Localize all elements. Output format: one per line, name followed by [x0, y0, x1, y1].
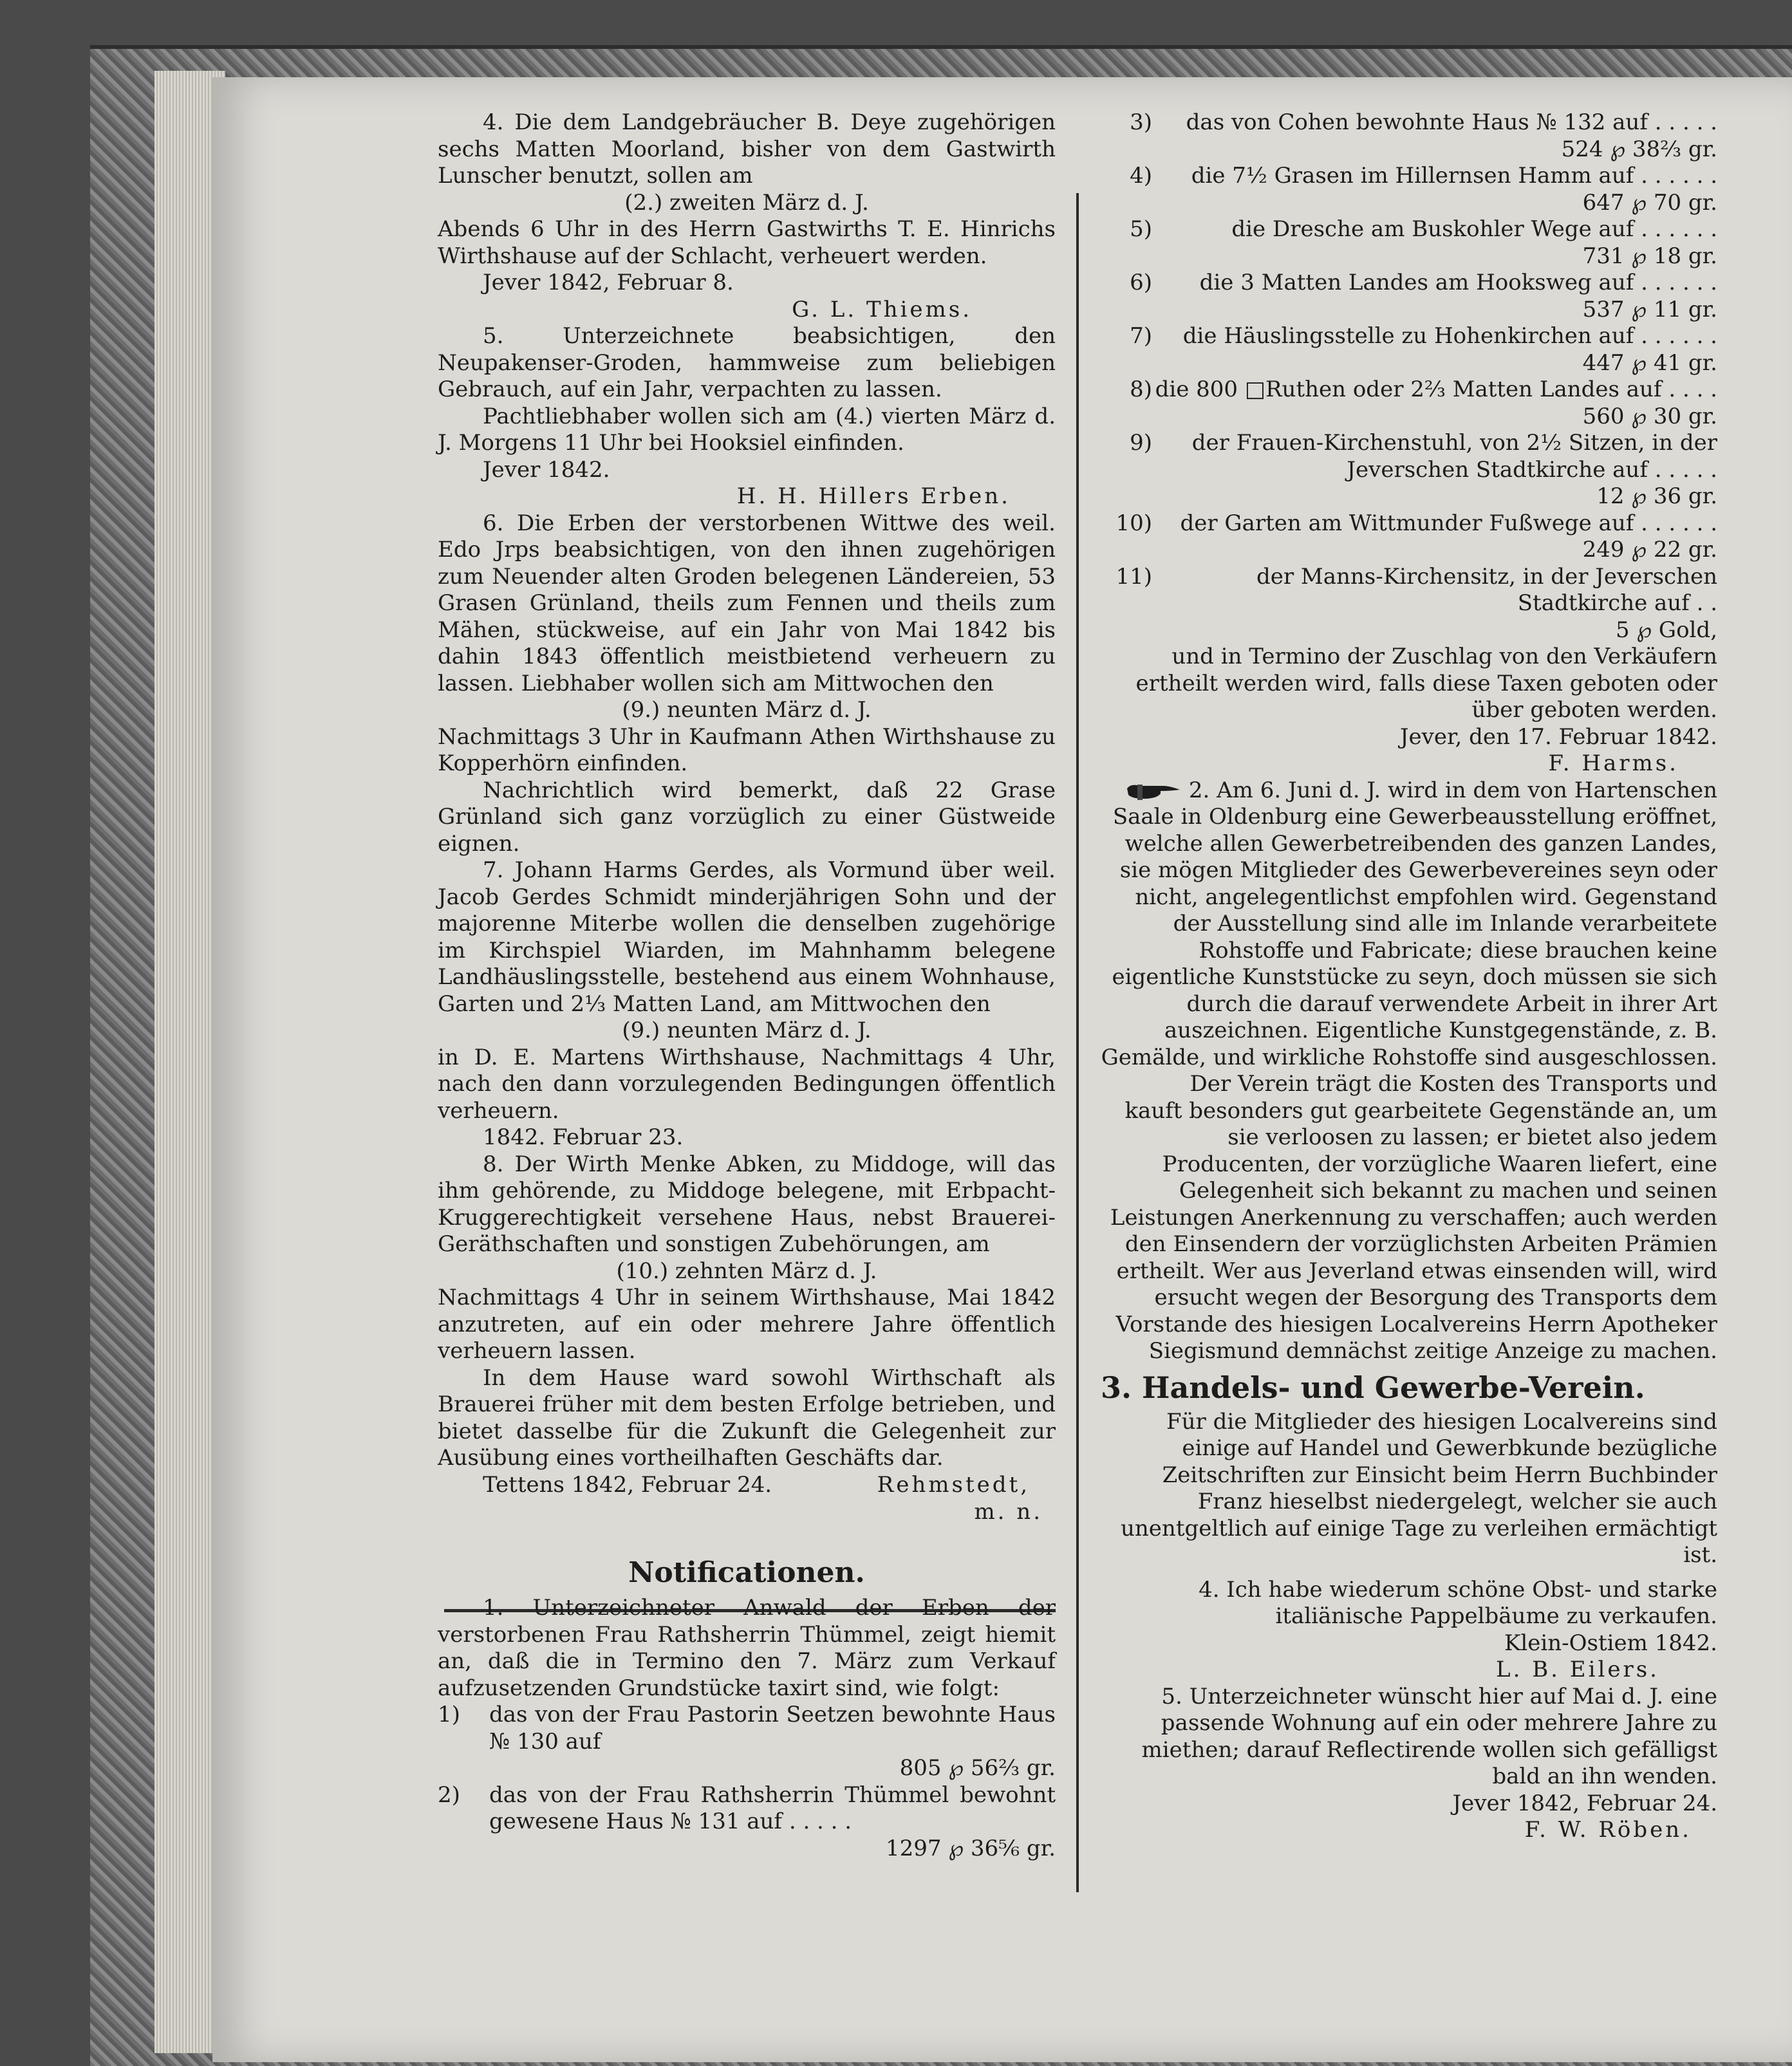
taxation-item-text: die 3 Matten Landes am Hooksweg auf . . . . . . [1199, 270, 1717, 295]
taxation-item-price: 524 ℘ 38⅔ gr. [1561, 136, 1717, 162]
taxation-item-price: 447 ℘ 41 gr. [1582, 349, 1717, 376]
notice-signature-suffix: m. n. [974, 1498, 1043, 1525]
notice-text: in D. E. Martens Wirthshause, Nachmittags 4 Uhr, nach den dann vorzulegenden Bedingungen öffentlich verheuern. [438, 1044, 1056, 1124]
taxation-item-text: der Frauen-Kirchenstuhl, von 2½ Sitzen, in der Jeverschen Stadtkirche auf . . . . . [1191, 430, 1717, 483]
taxation-item [438, 1702, 1056, 1782]
notice-7 [438, 857, 1056, 1151]
taxation-item-text: der Garten am Wittmunder Fußwege auf . . . . . . [1180, 510, 1717, 536]
taxation-item-number: 1) [438, 1702, 460, 1727]
taxation-item-number: 3) [1130, 109, 1152, 135]
taxation-item [1101, 430, 1717, 510]
section-3-text: Für die Mitglieder des hiesigen Localvereins sind einige auf Handel und Gewerbkunde bezügliche Zeitschriften zur Einsicht beim Herrn Buchbinder Franz hieselbst niedergelegt, welcher sie auch unentgeltlich auf einige Tage zu verleihen ermächtigt ist. [1121, 1408, 1717, 1568]
notice-date-line: (9.) neunten März d. J. [622, 1018, 872, 1043]
taxation-item [1101, 564, 1717, 644]
taxation-item-price: 537 ℘ 11 gr. [1582, 296, 1717, 322]
notice-text: 5. Unterzeichnete beabsichtigen, den Neupakenser-Groden, hammweise zum beliebigen Gebrauch, auf ein Jahr, verpachten zu lassen. [438, 323, 1056, 402]
notice-signature: Rehmstedt, [877, 1472, 1030, 1498]
notice-date-line: (2.) zweiten März d. J. [624, 189, 869, 216]
notice-text: 7. Johann Harms Gerdes, als Vormund über weil. Jacob Gerdes Schmidt minderjährigen Sohn und der majorenne Miterbe wollen die denselben zugehörige im Kirchspiel Wiarden, im Mahnhamm belegene Landhäuslingsstelle, bestehend aus einem Wohnhause, Garten und 2⅓ Matten Land, am Mittwochen den [438, 857, 1056, 1017]
taxation-item-price: 5 ℘ Gold, [1615, 617, 1717, 643]
notice-5-date: Jever 1842, Februar 24. [1452, 1790, 1717, 1816]
taxation-item-number: 4) [1130, 163, 1152, 189]
notice-text: Nachrichtlich wird bemerkt, daß 22 Grase Grünland sich ganz vorzüglich zu einer Güstweide eignen. [438, 777, 1056, 857]
section-heading-notificationen: Notificationen. [628, 1556, 865, 1589]
right-column [1101, 109, 1717, 1844]
taxation-item-price: 12 ℘ 36 gr. [1596, 483, 1717, 509]
taxation-item [1101, 163, 1717, 216]
taxation-signature: F. Harms. [1548, 750, 1679, 776]
pointing-hand-icon [1125, 781, 1182, 803]
taxation-item-number: 10) [1115, 510, 1152, 536]
taxation-list [1101, 109, 1717, 644]
taxation-item [1101, 109, 1717, 163]
column-divider [1076, 193, 1079, 1892]
taxation-item-text: das von der Frau Rathsherrin Thümmel bewohnt gewesene Haus № 131 auf . . . . . [489, 1782, 1056, 1834]
notice-5-right: 5. Unterzeichneter wünscht hier auf Mai d. J. eine passende Wohnung auf ein oder mehrere Jahre zu miethen; darauf Reflectirende wollen sich gefälligst bald an ihn wenden. [1141, 1683, 1717, 1789]
taxation-item [1101, 377, 1717, 430]
taxation-item-price: 249 ℘ 22 gr. [1582, 537, 1717, 563]
taxation-item-number: 9) [1130, 430, 1152, 456]
taxation-item-number: 8) [1130, 377, 1152, 402]
notice-6 [438, 510, 1056, 858]
section-heading-handels-verein: 3. Handels- und Gewerbe-Verein. [1101, 1370, 1645, 1405]
taxation-item [438, 1782, 1056, 1863]
taxation-item-text: das von der Frau Pastorin Seetzen bewohnte Haus № 130 auf [489, 1702, 1056, 1754]
notice-signature: H. H. Hillers Erben. [736, 483, 1011, 509]
notice-5-signature: F. W. Röben. [1524, 1817, 1692, 1843]
notice-4 [438, 109, 1056, 323]
taxation-item-number: 7) [1130, 323, 1152, 349]
notice-8 [438, 1151, 1056, 1526]
taxation-tail-text: und in Termino der Zuschlag von den Verkäufern ertheilt werden wird, falls diese Taxen geboten oder über geboten werden. [1135, 644, 1717, 723]
taxation-date: Jever, den 17. Februar 1842. [1399, 723, 1717, 750]
notice-2 [1101, 777, 1717, 1072]
notice-text: Pachtliebhaber wollen sich am (4.) vierten März d. J. Morgens 11 Uhr bei Hooksiel einfinden. [438, 403, 1056, 456]
notice-2-text: 2. Am 6. Juni d. J. wird in dem von Hartenschen Saale in Oldenburg eine Gewerbeausstellung eröffnet, welche allen Gewerbetreibenden des ganzen Landes, sie mögen Mitglieder des Gewerbevereines seyn oder nicht, angelegentlichst empfohlen wird. Gegenstand der Ausstellung sind alle im Inlande verarbeitete Rohstoffe und Fabricate; diese brauchen keine eigentliche Kunststücke zu seyn, doch müssen sie sich durch die darauf verwendete Arbeit in ihrer Art auszeichnen. Eigentliche Kunstgegenstände, z. B. Gemälde, und wirkliche Rohstoffe sind ausgeschlossen. [1101, 777, 1717, 1070]
taxation-item-text: das von Cohen bewohnte Haus № 132 auf . . . . . [1186, 109, 1717, 135]
taxation-item-number: 2) [438, 1782, 460, 1808]
notice-2-continuation: Der Verein trägt die Kosten des Transports und kauft besonders gut gearbeitete Gegenstände an, um sie verloosen zu lassen; er bietet also jedem Producenten, der vorzügliche Waaren liefert, eine Gelegenheit sich bekannt zu machen und seinen Leistungen Anerkennung zu verschaffen; auch werden den Einsendern der vorzüglichsten Arbeiten Prämien ertheilt. Wer aus Jeverland etwas einsenden will, wird ersucht wegen der Besorgung des Transports dem Vorstande des hiesigen Localvereins Herrn Apotheker Siegismund demnächst zeitige Anzeige zu machen. [1110, 1071, 1717, 1364]
notice-text: Abends 6 Uhr in des Herrn Gastwirths T. E. Hinrichs Wirthshause auf der Schlacht, verheuert werden. [438, 216, 1056, 269]
taxation-item [1101, 270, 1717, 323]
notice-place-date: Jever 1842, Februar 8. [483, 270, 734, 295]
notice-place-date: Tettens 1842, Februar 24. [483, 1471, 772, 1498]
taxation-item-text: die Dresche am Buskohler Wege auf . . . . . . [1231, 216, 1717, 242]
notice-date-line: (9.) neunten März d. J. [622, 697, 872, 723]
taxation-item-number: 11) [1115, 563, 1152, 590]
notice-place-date: Jever 1842. [483, 456, 610, 483]
taxation-item-text: die 7½ Grasen im Hillernsen Hamm auf . . . . . . [1191, 163, 1717, 189]
taxation-item [1101, 216, 1717, 270]
taxation-item-price: 560 ℘ 30 gr. [1582, 403, 1717, 429]
notice-4-right: 4. Ich habe wiederum schöne Obst- und starke italiänische Pappelbäume zu verkaufen. [1199, 1576, 1717, 1629]
notice-date-line: (10.) zehnten März d. J. [616, 1258, 877, 1284]
notice-text: 4. Die dem Landgebräucher B. Deye zugehörigen sechs Matten Moorland, bisher von dem Gastwirth Lunscher benutzt, sollen am [438, 109, 1056, 189]
taxation-item-text: der Manns-Kirchensitz, in der Jeverschen Stadtkirche auf . . [1256, 563, 1717, 616]
notification-1-intro: 1. Unterzeichneter Anwald der Erben der verstorbenen Frau Rathsherrin Thümmel, zeigt hiemit an, daß die in Termino den 7. März zum Verkauf aufzusetzenden Grundstücke taxirt sind, wie folgt: [438, 1595, 1056, 1701]
taxation-item-price: 1297 ℘ 36⅚ gr. [886, 1835, 1056, 1861]
taxation-item-number: 5) [1130, 216, 1152, 242]
notice-place-date: 1842. Februar 23. [483, 1124, 684, 1150]
taxation-item-text: die 800 □Ruthen oder 2⅔ Matten Landes auf . . . . [1155, 377, 1717, 402]
taxation-item [1101, 323, 1717, 377]
taxation-item-price: 647 ℘ 70 gr. [1582, 189, 1717, 216]
notice-text: 8. Der Wirth Menke Abken, zu Middoge, will das ihm gehörende, zu Middoge belegene, mit Erbpacht-Kruggerechtigkeit versehene Haus, nebst Brauerei-Geräthschaften und sonstigen Zubehörungen, am [438, 1151, 1056, 1257]
taxation-item-number: 6) [1130, 270, 1152, 295]
notice-text: Nachmittags 4 Uhr in seinem Wirthshause, Mai 1842 anzutreten, auf ein oder mehrere Jahre öffentlich verheuern lassen. [438, 1285, 1056, 1364]
notice-text: Nachmittags 3 Uhr in Kaufmann Athen Wirthshause zu Kopperhörn einfinden. [438, 723, 1056, 776]
spacer [438, 1525, 1056, 1543]
notice-5 [438, 323, 1056, 510]
notice-text: In dem Hause ward sowohl Wirthschaft als Brauerei früher mit dem besten Erfolge betrieben, und bietet dasselbe für die Zukunft die Gelegenheit zur Ausübung eines vortheilhaften Geschäfts dar. [438, 1364, 1056, 1471]
taxation-item-text: die Häuslingsstelle zu Hohenkirchen auf . . . . . . [1182, 323, 1717, 349]
taxation-item-price: 731 ℘ 18 gr. [1582, 243, 1717, 269]
taxation-item [1101, 510, 1717, 564]
notice-signature: G. L. Thiems. [792, 296, 972, 322]
notice-text: 6. Die Erben der verstorbenen Wittwe des weil. Edo Jrps beabsichtigen, von den ihnen zugehörigen zum Neuender alten Groden belegenen Ländereien, 53 Grasen Grünland, theils zum Fennen und theils zum Mähen, stückweise, auf ein Jahr von Mai 1842 bis dahin 1843 öffentlich meistbietend verheuern zu lassen. Liebhaber wollen sich am Mittwochen den [438, 510, 1056, 696]
left-column [438, 109, 1056, 1862]
taxation-item-price: 805 ℘ 56⅔ gr. [899, 1755, 1056, 1781]
notice-4-place: Klein-Ostiem 1842. [1504, 1630, 1717, 1656]
notice-4-signature: L. B. Eilers. [1496, 1657, 1659, 1682]
